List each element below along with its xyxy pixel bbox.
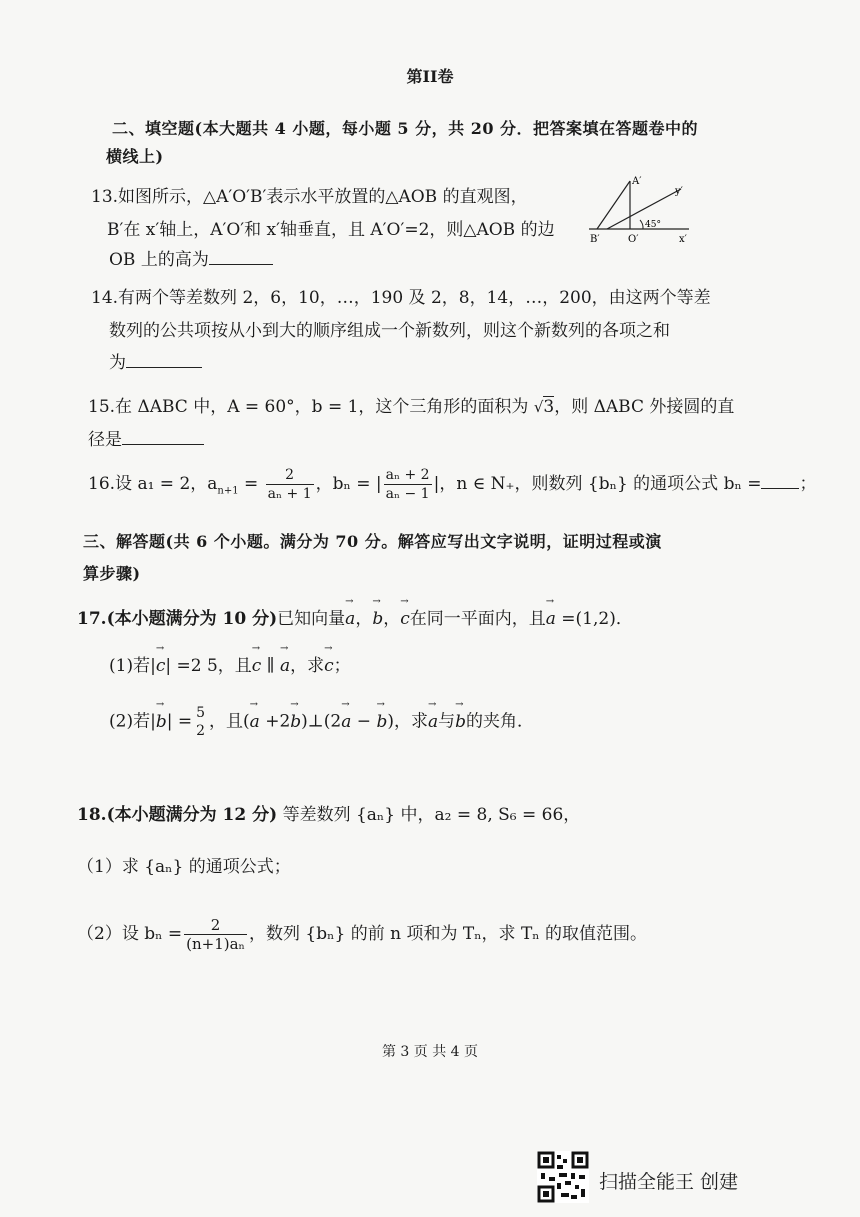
q17-p2-eq: | =	[166, 711, 193, 732]
angle-arc	[640, 220, 643, 229]
q14-line3: 为	[109, 353, 126, 373]
oblique-drawing-svg	[585, 173, 695, 248]
section3-heading-line1: 三、解答题(共 6 个小题。满分为 70 分。解答应写出文字说明，证明过程或演	[83, 532, 662, 551]
q16-frac1-numerator: 2	[266, 466, 314, 485]
q17-fraction	[194, 704, 207, 740]
vector-b: → b	[290, 712, 301, 732]
vector-b: → b	[156, 712, 167, 732]
q13-line3: OB 上的高为	[109, 250, 209, 270]
vector-b: → b	[372, 609, 383, 629]
q17-text-1: 已知向量	[277, 609, 346, 629]
q16-lead: 16.设 a₁ = 2，a	[88, 474, 218, 494]
q17-p2-cond: ，且(	[209, 711, 250, 732]
q13-figure	[585, 173, 695, 252]
label-A: A′	[632, 176, 642, 187]
q16-subscript: n+1	[217, 485, 239, 497]
q14-line2: 数列的公共项按从小到大的顺序组成一个新数列，则这个新数列的各项之和	[109, 321, 670, 341]
q16-fraction-2	[384, 466, 432, 503]
q17-part1	[109, 651, 351, 676]
page-number: 第 3 页 共 4 页	[381, 1044, 479, 1060]
scanner-watermark: 扫描全能王 创建	[599, 1171, 739, 1193]
parallel-symbol: ∥	[261, 656, 280, 676]
label-angle: 45°	[645, 220, 661, 230]
q16-tail: |，n ∈ N₊，则数列 {bₙ} 的通项公式 bₙ =	[433, 474, 762, 494]
q15-text-a: 15.在 ΔABC 中，A = 60°，b = 1，这个三角形的面积为	[88, 397, 534, 417]
q16-frac2-denominator: aₙ − 1	[385, 486, 430, 502]
q17-head	[77, 604, 633, 629]
q16-line	[88, 466, 816, 503]
q17-frac-denominator: 2	[196, 723, 206, 739]
q15-text-c: ，则 ΔABC 外接圆的直	[554, 397, 735, 417]
q18-frac-denominator: (n+1)aₙ	[186, 935, 246, 953]
q13-line2: B′在 x′轴上，A′O′和 x′轴垂直，且 A′O′=2，则△AOB 的边	[107, 220, 555, 240]
q16-frac1-denominator: aₙ + 1	[267, 486, 312, 502]
q17-score: 17.(本小题满分为 10 分)	[77, 609, 278, 629]
section3-heading-line2: 算步骤)	[83, 564, 141, 583]
q15-line1	[88, 392, 734, 417]
q18-part2	[77, 916, 647, 953]
q17-p2-end: 的夹角．	[466, 711, 534, 732]
page-title: 第II卷	[406, 67, 454, 86]
vector-a: → a	[345, 609, 355, 629]
label-O: O′	[628, 234, 639, 245]
q13-line1: 13.如图所示，△A′O′B′表示水平放置的△AOB 的直观图，	[91, 187, 528, 207]
q16-answer-blank	[761, 472, 799, 489]
segment-AB	[597, 181, 630, 229]
q17-p2-with: 与	[438, 711, 456, 732]
q14-line3-wrap	[109, 348, 202, 373]
vector-b: → b	[455, 712, 466, 732]
q17-p1-lead: (1)若|	[109, 656, 156, 676]
q17-part2	[109, 704, 534, 740]
q17-p2-ask: )，求	[387, 711, 428, 732]
vector-a: → a	[280, 656, 290, 676]
q17-p1-ask: ，求	[290, 656, 325, 676]
q15-line2: 径是	[88, 430, 122, 450]
vector-b: → b	[376, 712, 387, 732]
vector-c: → c	[400, 609, 410, 629]
q18-head	[77, 800, 580, 825]
q14-line1: 14.有两个等差数列 2，6，10，…，190 及 2，8，14，…，200，由这两个等差	[91, 288, 711, 308]
section2-heading-line1: 二、填空题(本大题共 4 小题，每小题 5 分，共 20 分．把答案填在答题卷中的	[112, 119, 699, 138]
vector-c: → c	[252, 656, 262, 676]
vector-c: → c	[156, 656, 166, 676]
q17-p2-minus: −	[351, 711, 377, 732]
vector-a: → a	[341, 712, 351, 732]
q18-part1: （1）求 {aₙ} 的通项公式；	[77, 857, 291, 877]
label-y: y′	[675, 186, 683, 197]
q16-mid: ，bₙ = |	[315, 474, 382, 494]
sqrt-radicand: 3	[543, 397, 555, 417]
y-axis-line	[607, 189, 681, 229]
q16-eq: =	[238, 474, 264, 494]
q18-frac-numerator: 2	[184, 916, 247, 935]
section2-heading-line2: 横线上)	[106, 147, 164, 166]
vector-c: → c	[324, 656, 334, 676]
q13-line3-wrap	[109, 245, 273, 270]
q17-p1-end: ；	[333, 656, 351, 676]
q13-answer-blank	[209, 248, 273, 265]
q18-score: 18.(本小题满分为 12 分)	[77, 805, 278, 825]
q16-frac2-numerator: aₙ + 2	[385, 467, 430, 483]
q17-p2-lead: (2)若|	[109, 711, 156, 732]
q16-end: ；	[799, 474, 817, 494]
vector-a: → a	[250, 712, 260, 732]
label-x: x′	[679, 234, 687, 245]
q16-fraction-1	[266, 466, 314, 503]
q18-fraction	[184, 916, 247, 953]
vector-a: → a	[428, 712, 438, 732]
q17-p1-mid: | =2 5，且	[165, 656, 252, 676]
q17-sep2: ，	[383, 609, 401, 629]
label-B: B′	[590, 234, 600, 245]
q17-text-3: =(1,2)．	[555, 609, 633, 629]
qr-code-icon	[537, 1151, 589, 1203]
q15-line2-wrap	[88, 425, 204, 450]
q18-p2-lead: （2）设 bₙ =	[77, 924, 183, 944]
q17-frac-numerator: 5	[196, 705, 206, 721]
q18-p2-rest: ，数列 {bₙ} 的前 n 项和为 Tₙ，求 Tₙ 的取值范围。	[249, 924, 648, 944]
q14-answer-blank	[126, 351, 202, 368]
q15-answer-blank	[122, 428, 204, 445]
q18-text: 等差数列 {aₙ} 中，a₂ = 8, S₆ = 66，	[277, 805, 581, 825]
q17-p2-plus: +2	[259, 711, 291, 732]
q17-text-2: 在同一平面内，且	[409, 609, 546, 629]
sqrt-sign: √	[533, 398, 544, 416]
vector-a: → a	[546, 609, 556, 629]
q17-sep1: ，	[355, 609, 373, 629]
q17-p2-perp: )⊥(2	[301, 711, 342, 732]
